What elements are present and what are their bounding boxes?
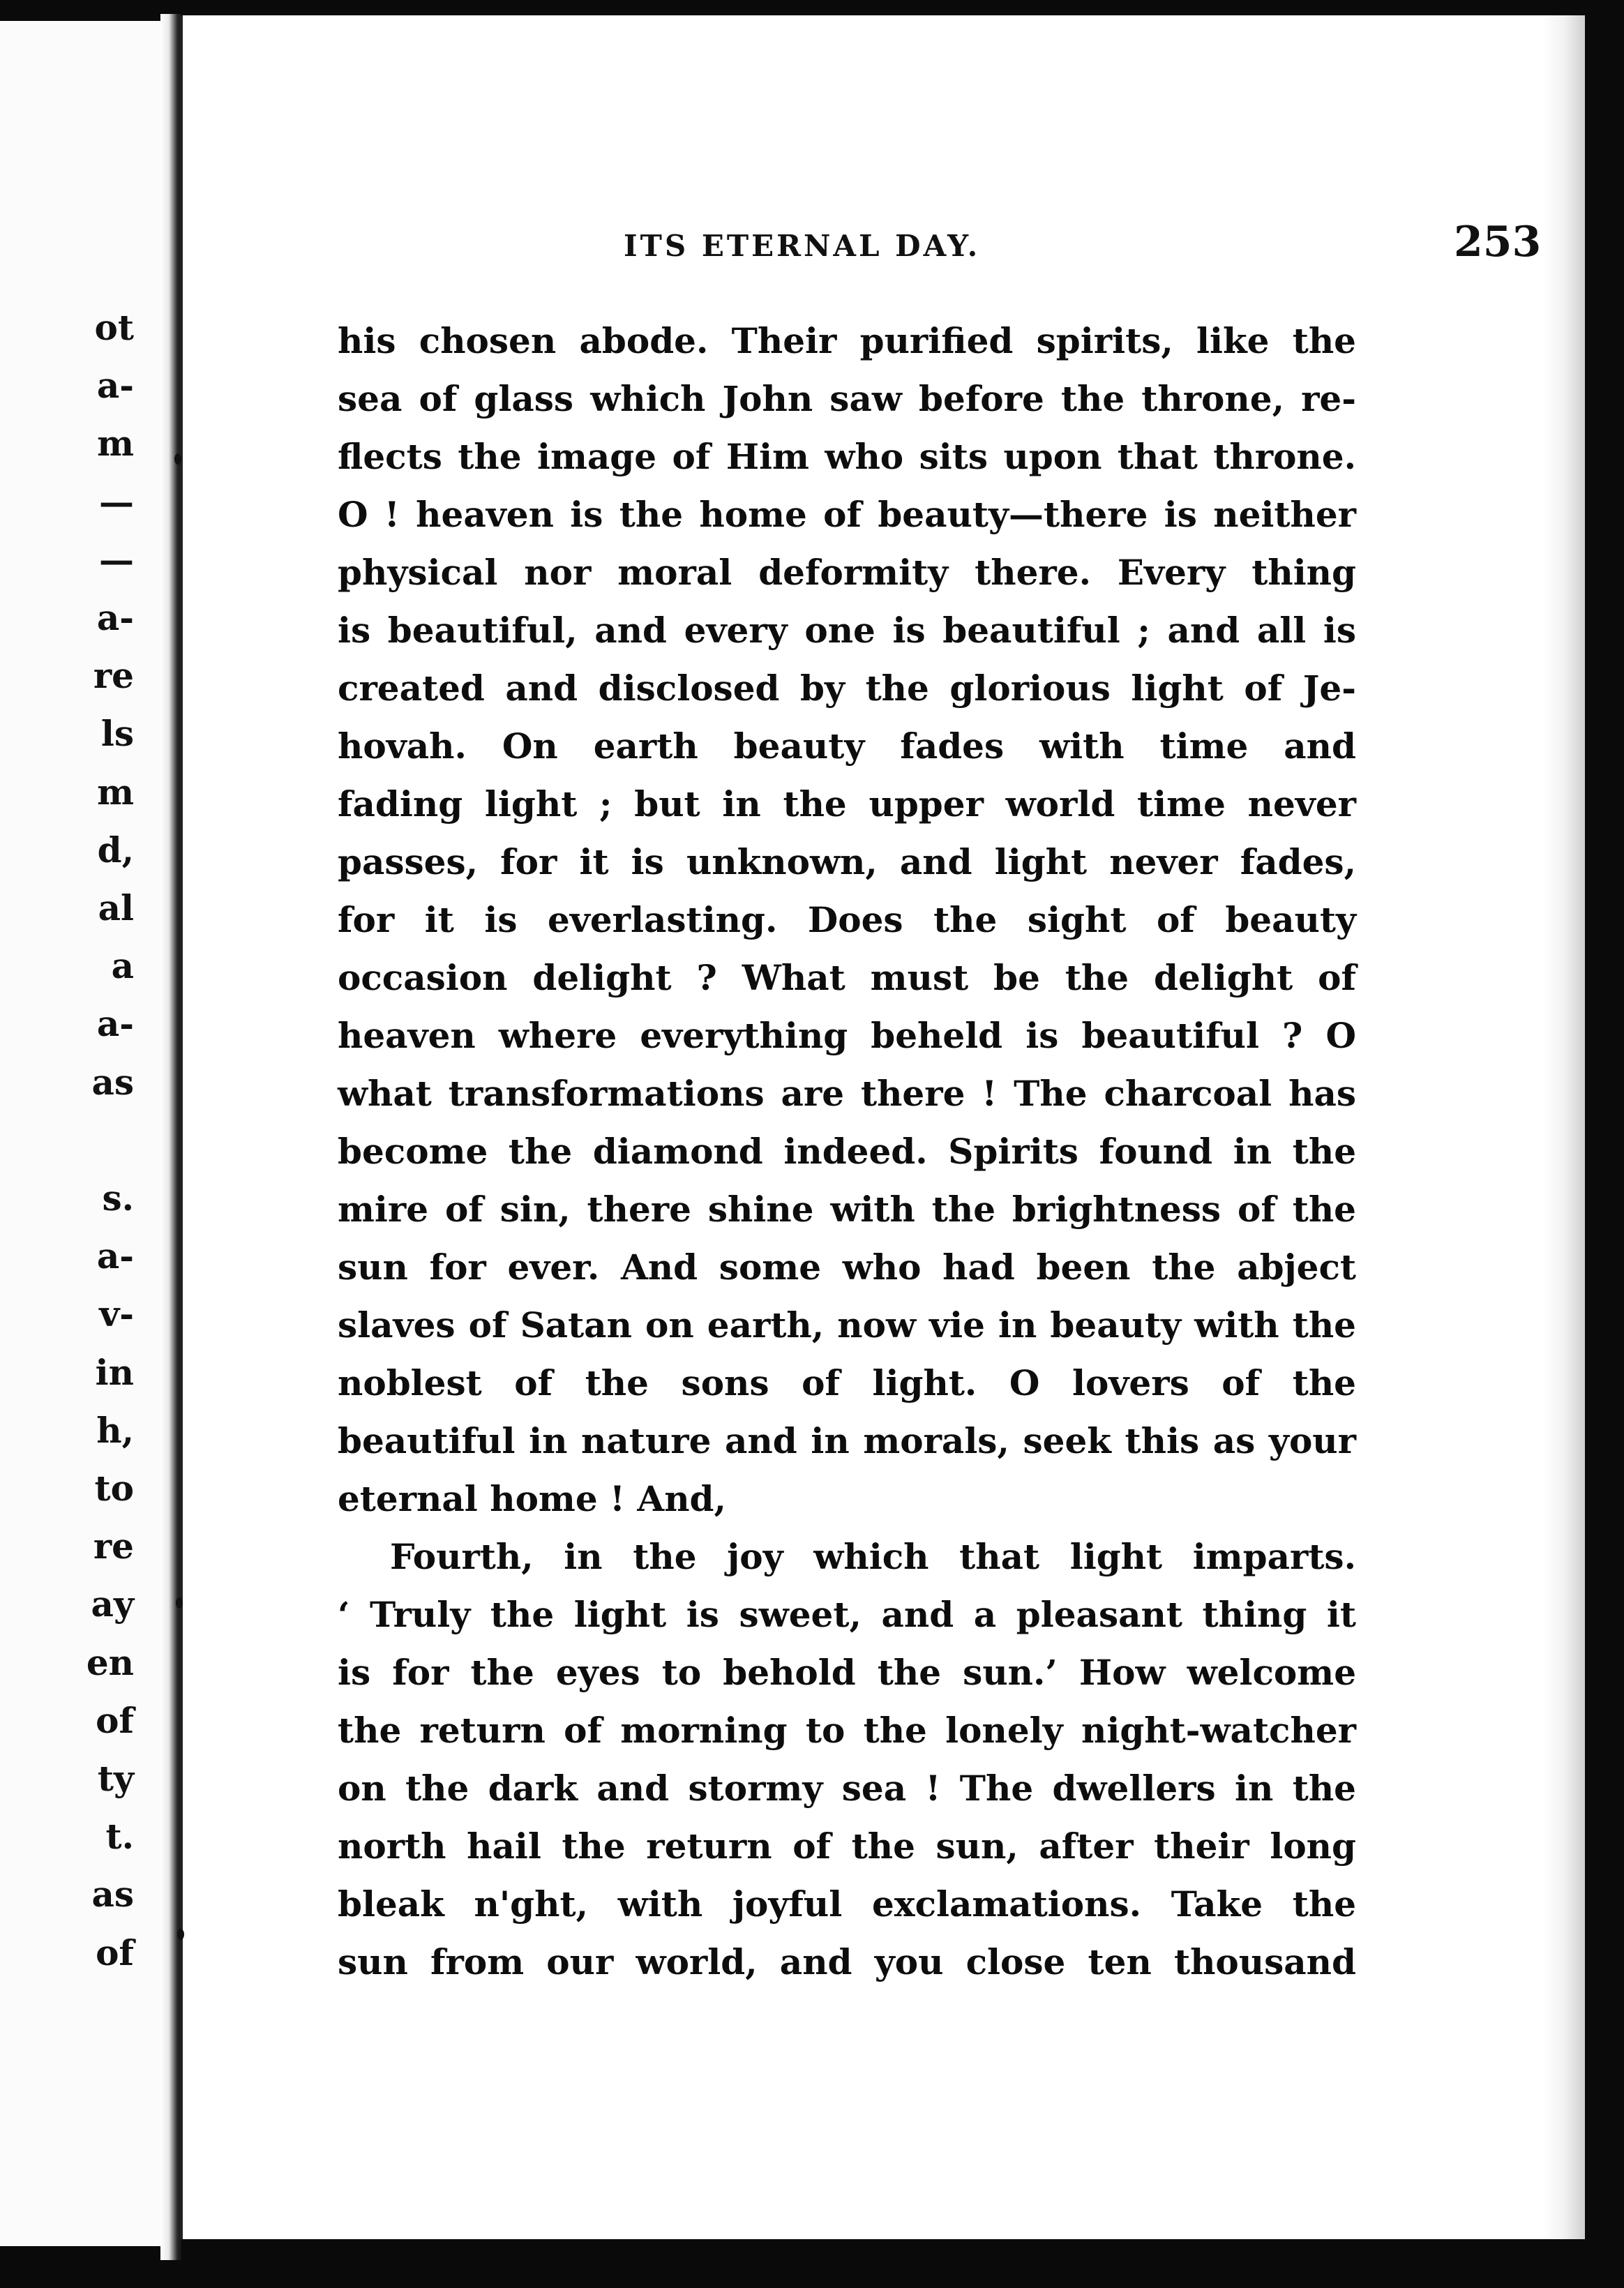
facing-page-fragment: ls bbox=[100, 713, 134, 755]
text-line: fading light ; but in the upper world time never bbox=[338, 783, 1356, 825]
text-line: occasion delight ? What must be the delight of bbox=[338, 957, 1356, 998]
text-line: the return of morning to the lonely night-watcher bbox=[338, 1710, 1356, 1751]
facing-page-fragment: of bbox=[96, 1932, 134, 1973]
text-line: sea of glass which John saw before the throne, re- bbox=[338, 378, 1356, 419]
text-line: is beautiful, and every one is beautiful ; and all is bbox=[338, 610, 1356, 651]
facing-page-fragment: v- bbox=[99, 1293, 134, 1335]
facing-page-fragment: d, bbox=[97, 829, 134, 871]
text-line: sun from our world, and you close ten thousand bbox=[338, 1941, 1356, 1982]
text-line: physical nor moral deformity there. Every thing bbox=[338, 552, 1356, 593]
facing-page-fragment: re bbox=[93, 1526, 134, 1567]
facing-page-fragment: ot bbox=[94, 307, 134, 348]
facing-page-fragment: a- bbox=[96, 597, 134, 638]
text-line: north hail the return of the sun, after their long bbox=[338, 1826, 1356, 1867]
text-line: what transformations are there ! The charcoal has bbox=[338, 1073, 1356, 1114]
facing-page-fragment: ty bbox=[97, 1758, 134, 1799]
text-line: on the dark and stormy sea ! The dwellers in the bbox=[338, 1768, 1356, 1809]
facing-page-fragment: a bbox=[111, 945, 134, 987]
facing-page-fragment: ay bbox=[91, 1583, 134, 1625]
facing-page-fragment: of bbox=[96, 1699, 134, 1741]
facing-page-fragment: as bbox=[91, 1874, 134, 1916]
book-page bbox=[180, 15, 1585, 2239]
facing-page-fragment: re bbox=[93, 655, 134, 697]
facing-page-fragment: m bbox=[97, 423, 134, 465]
text-line: hovah. On earth beauty fades with time and bbox=[338, 725, 1356, 767]
text-line: passes, for it is unknown, and light never fades, bbox=[338, 841, 1356, 882]
facing-page-edge bbox=[0, 21, 160, 2246]
page-number: 253 bbox=[1454, 218, 1542, 266]
running-head bbox=[624, 218, 1542, 273]
text-line: slaves of Satan on earth, now vie in beauty with the bbox=[338, 1304, 1356, 1346]
text-line: his chosen abode. Their purified spirits, like the bbox=[338, 320, 1356, 361]
book-gutter bbox=[160, 14, 181, 2260]
text-line: for it is everlasting. Does the sight of beauty bbox=[338, 899, 1356, 940]
facing-page-fragment: as bbox=[91, 1061, 134, 1103]
text-line: flects the image of Him who sits upon that throne. bbox=[338, 436, 1356, 477]
text-line: eternal home ! And, bbox=[338, 1478, 726, 1519]
facing-page-fragment: h, bbox=[96, 1409, 134, 1451]
facing-page-fragment: al bbox=[98, 887, 134, 928]
text-line: created and disclosed by the glorious light of Je- bbox=[338, 668, 1356, 709]
text-line: Fourth, in the joy which that light imparts. bbox=[390, 1536, 1356, 1577]
text-line: heaven where everything beheld is beautiful ? O bbox=[338, 1015, 1356, 1056]
facing-page-fragment: — bbox=[99, 539, 134, 580]
text-line: bleak n'ght, with joyful exclamations. Take the bbox=[338, 1883, 1356, 1925]
facing-page-fragment: to bbox=[94, 1468, 134, 1509]
page-edge-shadow bbox=[1543, 15, 1585, 2239]
facing-page-fragment: m bbox=[97, 771, 134, 813]
text-line: noblest of the sons of light. O lovers of the bbox=[338, 1362, 1356, 1403]
binding-speck bbox=[174, 453, 181, 465]
text-line: become the diamond indeed. Spirits found in the bbox=[338, 1131, 1356, 1172]
facing-page-fragment: a- bbox=[96, 1235, 134, 1277]
text-line: is for the eyes to behold the sun.’ How welcome bbox=[338, 1652, 1356, 1693]
text-line: O ! heaven is the home of beauty—there is neither bbox=[338, 494, 1356, 535]
text-line: beautiful in nature and in morals, seek this as your bbox=[338, 1420, 1356, 1461]
facing-page-fragment: a- bbox=[96, 1003, 134, 1045]
text-line: mire of sin, there shine with the brightness of the bbox=[338, 1189, 1356, 1230]
facing-page-text-fragments bbox=[0, 21, 160, 2246]
facing-page-fragment: en bbox=[86, 1641, 134, 1683]
facing-page-fragment: in bbox=[95, 1351, 134, 1393]
facing-page-fragment: t. bbox=[105, 1816, 134, 1858]
text-line: ‘ Truly the light is sweet, and a pleasant thing it bbox=[338, 1594, 1356, 1635]
binding-speck bbox=[176, 1597, 183, 1609]
binding-speck bbox=[177, 1929, 184, 1940]
facing-page-fragment: s. bbox=[102, 1177, 134, 1219]
text-line: sun for ever. And some who had been the abject bbox=[338, 1247, 1356, 1288]
facing-page-fragment: — bbox=[99, 481, 134, 522]
facing-page-fragment: a- bbox=[96, 365, 134, 407]
running-title: ITS ETERNAL DAY. bbox=[624, 229, 981, 263]
body-text bbox=[338, 312, 1356, 1991]
